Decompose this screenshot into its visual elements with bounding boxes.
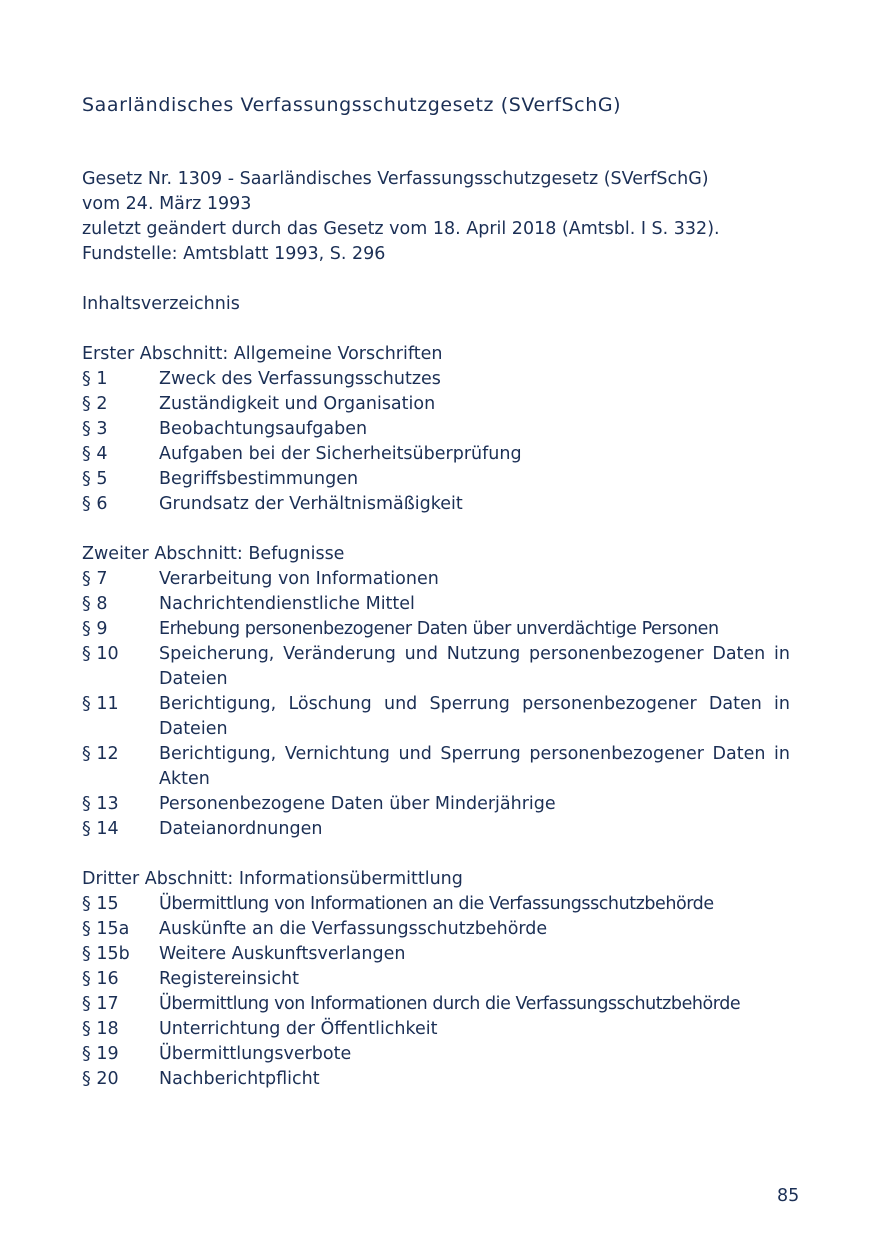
- toc-entry: [82, 942, 790, 967]
- toc-entry: [82, 792, 790, 817]
- toc-entry: [82, 967, 790, 992]
- paragraph-number: § 7: [82, 569, 108, 589]
- law-amendment-line: zuletzt geändert durch das Gesetz vom 18. April 2018 (Amtsbl. I S. 332).: [82, 219, 720, 239]
- toc-entry: [82, 1067, 790, 1092]
- paragraph-number: § 10: [82, 644, 119, 664]
- paragraph-number: § 1: [82, 369, 108, 389]
- paragraph-number: § 16: [82, 969, 119, 989]
- paragraph-title: Beobachtungsaufgaben: [159, 419, 368, 439]
- law-date-line: vom 24. März 1993: [82, 194, 252, 214]
- document-title: Saarländisches Verfassungsschutzgesetz (SVerfSchG): [82, 94, 622, 116]
- paragraph-title: Dateianordnungen: [159, 819, 323, 839]
- paragraph-title: Übermittlung von Informationen an die Verfassungsschutzbehörde: [159, 894, 714, 914]
- toc-entry: [82, 567, 790, 592]
- paragraph-number: § 9: [82, 619, 108, 639]
- section-title: Erster Abschnitt: Allgemeine Vorschriften: [82, 344, 443, 364]
- paragraph-number: § 3: [82, 419, 108, 439]
- paragraph-number: § 15a: [82, 919, 130, 939]
- paragraph-title: Nachrichtendienstliche Mittel: [159, 594, 415, 614]
- toc-entry: [82, 392, 790, 417]
- law-name-line: Gesetz Nr. 1309 - Saarländisches Verfassungsschutzgesetz (SVerfSchG): [82, 169, 709, 189]
- paragraph-title: Grundsatz der Verhältnismäßigkeit: [159, 494, 463, 514]
- paragraph-number: § 19: [82, 1044, 119, 1064]
- toc-entry: [82, 917, 790, 942]
- toc-heading: Inhaltsverzeichnis: [82, 294, 240, 314]
- paragraph-number: § 12: [82, 744, 119, 764]
- paragraph-title: Auskünfte an die Verfassungsschutzbehörde: [159, 919, 548, 939]
- toc-entry: [82, 1042, 790, 1067]
- toc-section-1: [82, 342, 790, 517]
- paragraph-title: Speicherung, Veränderung und Nutzung personenbezogener Daten in Dateien: [159, 644, 790, 689]
- toc-entry: [82, 417, 790, 442]
- paragraph-number: § 6: [82, 494, 108, 514]
- toc-entry: [82, 892, 790, 917]
- paragraph-title: Unterrichtung der Öffentlichkeit: [159, 1019, 438, 1039]
- law-header: [82, 167, 720, 267]
- page-number: 85: [777, 1186, 800, 1206]
- paragraph-title: Aufgaben bei der Sicherheitsüberprüfung: [159, 444, 522, 464]
- paragraph-title: Weitere Auskunftsverlangen: [159, 944, 406, 964]
- toc-section-2: [82, 542, 790, 842]
- law-source-line: Fundstelle: Amtsblatt 1993, S. 296: [82, 244, 386, 264]
- toc-entry: [82, 592, 790, 617]
- paragraph-number: § 2: [82, 394, 108, 414]
- section-title: Dritter Abschnitt: Informationsübermittlung: [82, 869, 463, 889]
- paragraph-number: § 18: [82, 1019, 119, 1039]
- toc-section-3: [82, 867, 790, 1092]
- paragraph-number: § 17: [82, 994, 119, 1014]
- paragraph-title: Zweck des Verfassungsschutzes: [159, 369, 441, 389]
- paragraph-title: Nachberichtpflicht: [159, 1069, 320, 1089]
- paragraph-number: § 15: [82, 894, 119, 914]
- paragraph-number: § 15b: [82, 944, 130, 964]
- toc-entry: [82, 617, 790, 642]
- paragraph-title: Personenbezogene Daten über Minderjährige: [159, 794, 556, 814]
- paragraph-title: Übermittlung von Informationen durch die Verfassungsschutzbehörde: [159, 994, 741, 1014]
- toc-entry: [82, 367, 790, 392]
- paragraph-title: Berichtigung, Löschung und Sperrung personenbezogener Daten in Dateien: [159, 694, 790, 739]
- paragraph-title: Verarbeitung von Informationen: [159, 569, 439, 589]
- toc-entry: [82, 692, 790, 742]
- paragraph-title: Übermittlungsverbote: [159, 1044, 352, 1064]
- paragraph-number: § 20: [82, 1069, 119, 1089]
- section-title: Zweiter Abschnitt: Befugnisse: [82, 544, 345, 564]
- toc-entry: [82, 467, 790, 492]
- paragraph-title: Berichtigung, Vernichtung und Sperrung personenbezogener Daten in Akten: [159, 744, 790, 789]
- toc-entry: [82, 817, 790, 842]
- paragraph-title: Begriffsbestimmungen: [159, 469, 359, 489]
- paragraph-number: § 5: [82, 469, 108, 489]
- paragraph-number: § 14: [82, 819, 119, 839]
- toc-entry: [82, 992, 790, 1017]
- paragraph-number: § 4: [82, 444, 108, 464]
- toc-entry: [82, 1017, 790, 1042]
- paragraph-number: § 13: [82, 794, 119, 814]
- toc-entry: [82, 642, 790, 692]
- toc-entry: [82, 742, 790, 792]
- toc-entry: [82, 492, 790, 517]
- toc-entry: [82, 442, 790, 467]
- paragraph-number: § 8: [82, 594, 108, 614]
- paragraph-title: Registereinsicht: [159, 969, 299, 989]
- paragraph-title: Zuständigkeit und Organisation: [159, 394, 436, 414]
- paragraph-number: § 11: [82, 694, 119, 714]
- paragraph-title: Erhebung personenbezogener Daten über unverdächtige Personen: [159, 619, 719, 639]
